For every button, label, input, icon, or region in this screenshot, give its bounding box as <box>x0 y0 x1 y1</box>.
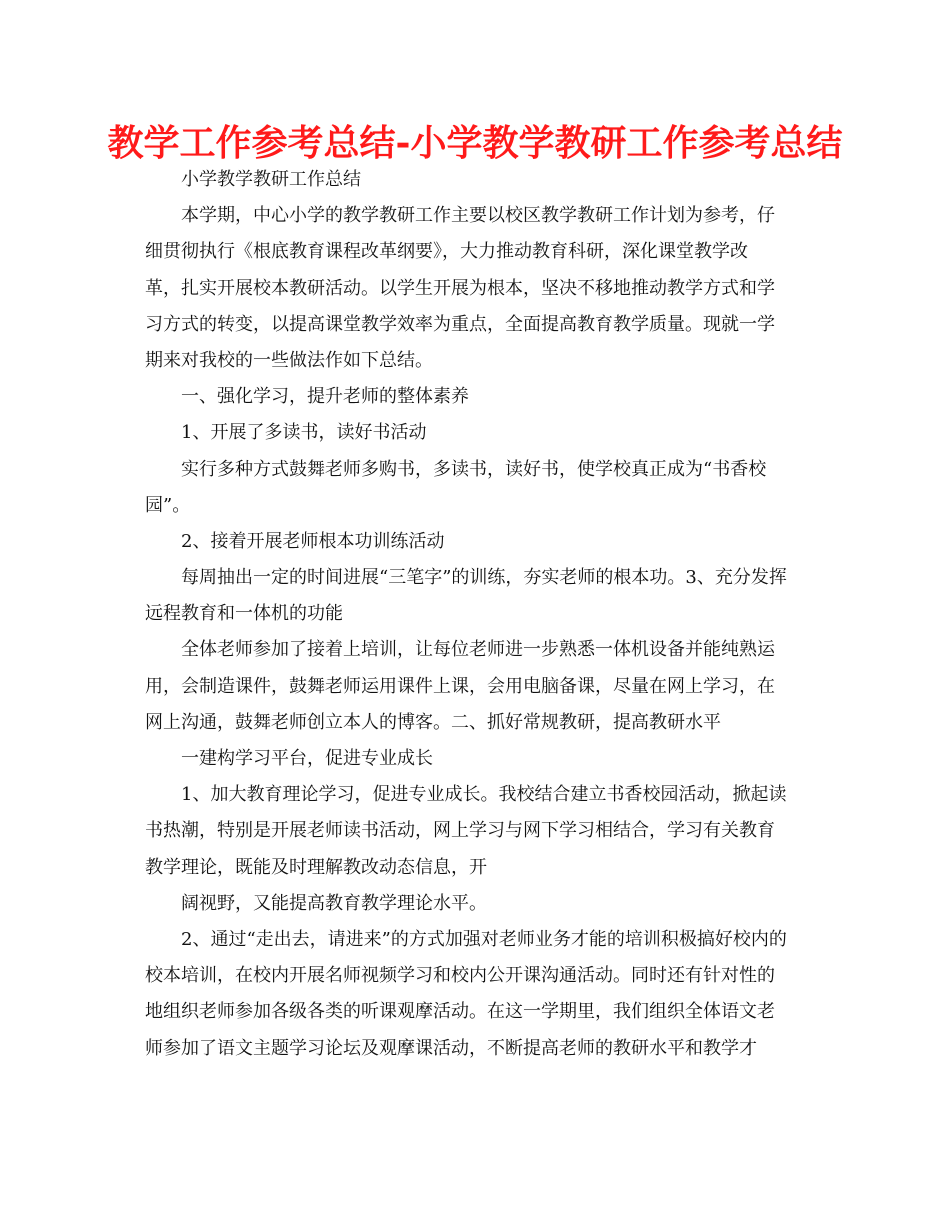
body-line: 1、开展了多读书，读好书活动 <box>181 422 427 444</box>
body-line: 小学教学教研工作总结 <box>181 169 361 190</box>
body-line: 期来对我校的一些做法作如下总结。 <box>145 349 433 371</box>
body-line: 书热潮，特别是开展老师读书活动，网上学习与网下学习相结合，学习有关教育 <box>145 820 775 842</box>
body-line: 细贯彻执行《根底教育课程改革纲要》，大力推动教育科研，深化课堂教学改 <box>145 241 748 263</box>
body-line: 全体老师参加了接着上培训，让每位老师进一步熟悉一体机设备并能纯熟运 <box>181 639 775 661</box>
body-line: 革，扎实开展校本教研活动。以学生开展为根本，坚决不移地推动教学方式和学 <box>145 277 775 299</box>
body-line: 用，会制造课件，鼓舞老师运用课件上课，会用电脑备课，尽量在网上学习，在 <box>145 675 775 697</box>
body-line: 每周抽出一定的时间进展“三笔字”的训练，夯实老师的根本功。3、充分发挥 <box>181 567 787 589</box>
body-line: 实行多种方式鼓舞老师多购书，多读书，读好书，使学校真正成为“书香校 <box>181 458 767 480</box>
body-line: 本学期，中心小学的教学教研工作主要以校区教学教研工作计划为参考，仔 <box>181 205 775 227</box>
body-line: 1、加大教育理论学习，促进专业成长。我校结合建立书香校园活动，掀起读 <box>181 784 787 806</box>
body-line: 一、强化学习，提升老师的整体素养 <box>181 386 469 408</box>
body-line: 远程教育和一体机的功能 <box>145 603 343 625</box>
body-line: 园”。 <box>145 494 191 516</box>
body-line: 地组织老师参加各级各类的听课观摩活动。在这一学期里，我们组织全体语文老 <box>145 1001 775 1023</box>
body-line: 2、接着开展老师根本功训练活动 <box>181 530 445 552</box>
body-line: 习方式的转变，以提高课堂教学效率为重点，全面提高教育教学质量。现就一学 <box>145 313 775 335</box>
body-line: 师参加了语文主题学习论坛及观摩课活动，不断提高老师的教研水平和教学才 <box>145 1037 757 1059</box>
body-line: 校本培训，在校内开展名师视频学习和校内公开课沟通活动。同时还有针对性的 <box>145 965 775 987</box>
body-line: 网上沟通，鼓舞老师创立本人的博客。二、抓好常规教研，提高教研水平 <box>145 711 721 733</box>
body-line: 阔视野，又能提高教育教学理论水平。 <box>181 892 487 914</box>
body-line: 教学理论，既能及时理解教改动态信息，开 <box>145 856 487 878</box>
body-line: 2、通过“走出去，请进来”的方式加强对老师业务才能的培训积极搞好校内的 <box>181 928 787 950</box>
document-title: 教学工作参考总结-小学教学教研工作参考总结 <box>107 122 843 164</box>
document-body <box>145 162 810 1067</box>
body-line: 一建构学习平台，促进专业成长 <box>181 748 433 769</box>
